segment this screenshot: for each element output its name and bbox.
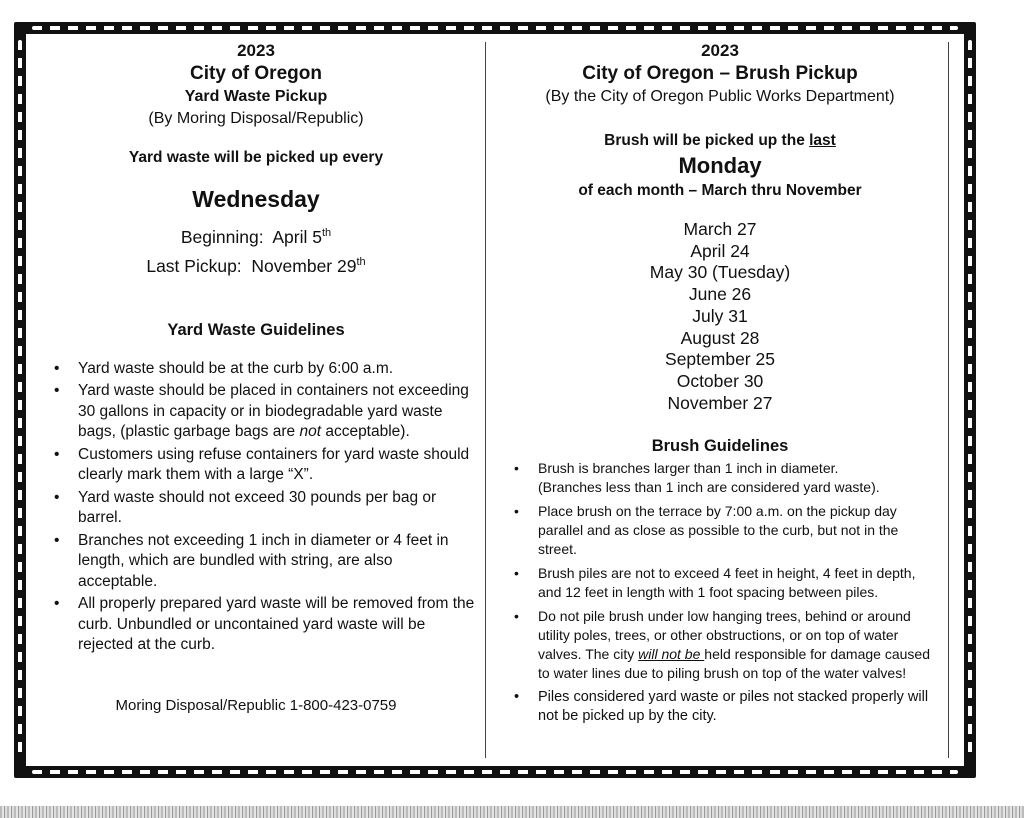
list-item <box>36 488 476 529</box>
right-margin-line <box>948 42 949 758</box>
border-chain-left <box>18 40 22 760</box>
guideline-text: Yard waste should be at the curb by 6:00 a.m. <box>78 359 394 377</box>
left-title: City of Oregon <box>190 63 322 84</box>
left-year: 2023 <box>237 41 275 60</box>
brush-guidelines-list <box>500 459 940 478</box>
brush-dates <box>500 219 940 414</box>
list-item <box>500 607 940 683</box>
guideline-emphasis: not <box>299 423 322 441</box>
list-item: April 24 <box>690 240 750 261</box>
list-item: March 27 <box>683 219 757 239</box>
guideline-text: All properly prepared yard waste will be removed from the curb. Unbundled or uncontained yard waste will be rejected at the curb. <box>78 595 475 654</box>
guideline-text: Brush piles are not to exceed 4 feet in height, 4 feet in depth, and 12 feet in length with 1 foot spacing between piles. <box>538 565 916 601</box>
beginning-value: April 5 <box>272 226 322 247</box>
right-title: City of Oregon – Brush Pickup <box>582 63 858 84</box>
list-item <box>36 445 476 486</box>
last-pickup-line <box>36 250 476 279</box>
guideline-text: acceptable). <box>321 423 410 441</box>
right-lead <box>500 130 940 152</box>
list-item <box>36 531 476 593</box>
lead-underline: last <box>809 132 836 149</box>
yard-guidelines-list <box>36 359 476 656</box>
last-pickup-label: Last Pickup: <box>146 255 242 276</box>
list-item <box>36 594 476 656</box>
yard-waste-panel <box>36 40 476 716</box>
border-chain-right <box>968 40 972 760</box>
left-subtitle: Yard Waste Pickup <box>184 88 328 105</box>
list-item <box>500 564 940 602</box>
list-item <box>36 381 476 443</box>
guideline-emphasis: will not be <box>638 646 705 663</box>
last-pickup-suffix: th <box>356 255 366 268</box>
border-chain-bottom <box>32 770 958 774</box>
right-provider: (By the City of Oregon Public Works Department) <box>545 88 895 105</box>
beginning-suffix: th <box>321 227 332 239</box>
list-item: June 26 <box>688 284 752 305</box>
guideline-text: Piles considered yard waste or piles not stacked properly will not be picked up by the city. <box>538 689 929 725</box>
list-item <box>500 502 940 559</box>
contact-footer: Moring Disposal/Republic 1-800-423-0759 <box>115 696 397 714</box>
guideline-text: Customers using refuse containers for yard waste should clearly mark them with a large “X”. <box>78 445 470 484</box>
brush-guidelines-list-cont <box>500 502 940 726</box>
left-lead: Yard waste will be picked up every <box>128 149 384 166</box>
guideline-text: Do not pile brush under low hanging trees, behind or around utility poles, trees, or other obstructions, or on top of water valves. The city <box>538 608 911 663</box>
right-year: 2023 <box>701 41 739 60</box>
list-item: September 25 <box>665 349 775 370</box>
list-item <box>36 359 476 380</box>
list-item: August 28 <box>680 327 760 348</box>
beginning-label: Beginning: <box>180 226 264 247</box>
scan-edge <box>0 806 1024 818</box>
guideline-note: (Branches less than 1 inch are considered yard waste). <box>538 479 880 496</box>
guideline-text: Branches not exceeding 1 inch in diameter or 4 feet in length, which are bundled with string, are also acceptable. <box>78 531 449 590</box>
brush-guidelines-heading: Brush Guidelines <box>651 437 789 456</box>
brush-pickup-panel <box>500 40 940 731</box>
guideline-text: Yard waste should be placed in containers not exceeding 30 gallons in capacity or in biodegradable yard waste bags, (plastic garbage bags are <box>78 382 469 441</box>
list-item <box>500 688 940 726</box>
guideline-text: held responsible for damage caused to water lines due to piling brush on top of the water valves! <box>538 646 930 682</box>
left-day: Wednesday <box>192 186 320 212</box>
right-day: Monday <box>678 153 762 178</box>
beginning-line <box>36 221 476 250</box>
right-months: of each month – March thru November <box>578 182 862 199</box>
list-item: October 30 <box>676 370 764 391</box>
guideline-text: Place brush on the terrace by 7:00 a.m. on the pickup day parallel and as close as possible to the curb, but not in the street. <box>538 503 899 558</box>
guideline-text: Yard waste should not exceed 30 pounds per bag or barrel. <box>78 488 437 527</box>
yard-guidelines-heading: Yard Waste Guidelines <box>167 320 345 339</box>
border-chain-top <box>32 26 958 30</box>
last-pickup-value: November 29 <box>251 255 357 276</box>
guideline-text: Brush is branches larger than 1 inch in diameter. <box>538 460 839 477</box>
list-item: November 27 <box>667 392 773 413</box>
left-provider: (By Moring Disposal/Republic) <box>148 110 364 127</box>
column-divider <box>485 42 486 758</box>
lead-text: Brush will be picked up the <box>604 132 810 149</box>
list-item: May 30 (Tuesday) <box>649 262 791 283</box>
list-item: July 31 <box>692 305 748 326</box>
pickup-period <box>36 221 476 279</box>
list-item <box>500 459 940 478</box>
